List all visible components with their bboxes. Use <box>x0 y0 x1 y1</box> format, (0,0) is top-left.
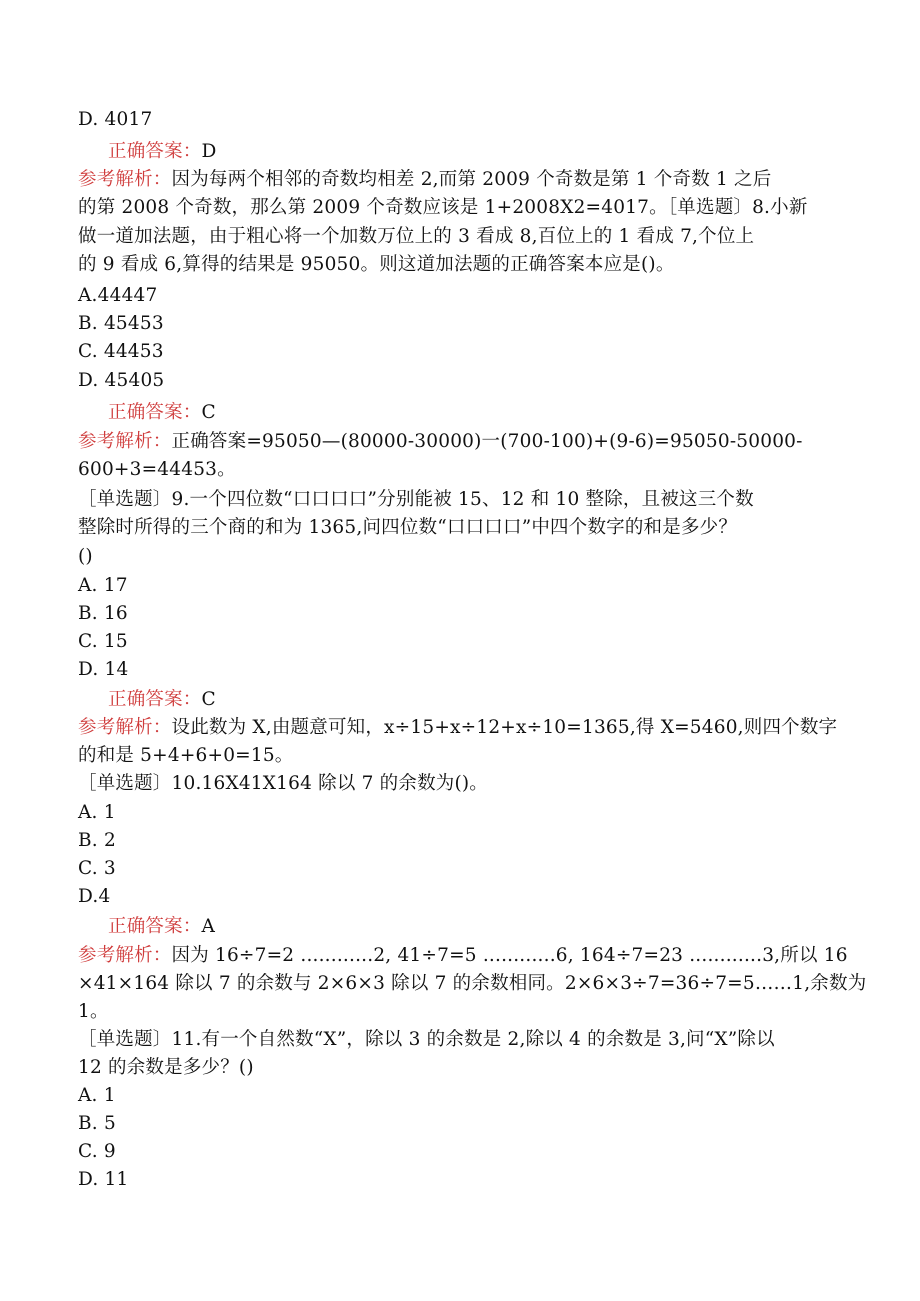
q8-option-b: B. 45453 <box>78 313 164 334</box>
q9-analysis-line-1 <box>78 716 837 740</box>
q8-answer <box>108 401 216 425</box>
q10-analysis-line-1 <box>78 944 848 968</box>
analysis-text: 设此数为 X,由题意可知，x÷15+x÷12+x÷10=1365,得 X=5460,则四个数字 <box>171 717 838 738</box>
answer-value: C <box>201 402 216 423</box>
q7-analysis-line-3: 做一道加法题，由于粗心将一个加数万位上的 3 看成 8,百位上的 1 看成 7,个位上 <box>78 226 755 247</box>
q11-option-a: A. 1 <box>78 1085 116 1106</box>
q10-option-c: C. 3 <box>78 858 116 879</box>
q9-option-a: A. 17 <box>78 575 128 596</box>
q8-option-a: A.44447 <box>78 285 158 306</box>
q11-option-b: B. 5 <box>78 1113 116 1134</box>
q10-analysis-line-2: ×41×164 除以 7 的余数与 2×6×3 除以 7 的余数相同。2×6×3÷7=36÷7=5……1,余数为 <box>78 973 867 994</box>
q11-question-line-2: 12 的余数是多少？() <box>78 1057 254 1078</box>
analysis-label: 参考解析： <box>78 717 172 738</box>
q8-option-c: C. 44453 <box>78 341 164 362</box>
q7-option-d: D. 4017 <box>78 109 153 130</box>
analysis-label: 参考解析： <box>78 945 172 966</box>
q9-question-line-1: ［单选题〕9.一个四位数“口口口口”分别能被 15、12 和 10 整除，且被这三个数 <box>78 489 754 510</box>
q8-option-d: D. 45405 <box>78 370 165 391</box>
analysis-text: 正确答案=95050—(80000-30000)一(700-100)+(9-6)=95050-50000- <box>171 431 803 452</box>
answer-label: 正确答案： <box>108 916 202 937</box>
answer-value: D <box>201 141 217 162</box>
q9-analysis-line-2: 的和是 5+4+6+0=15。 <box>78 745 294 766</box>
analysis-text: 因为 16÷7=2 ............2, 41÷7=5 ............6, 164÷7=23 ............3,所以 16 <box>171 945 848 966</box>
q7-analysis-line-1 <box>78 168 771 192</box>
analysis-text: 因为每两个相邻的奇数均相差 2,而第 2009 个奇数是第 1 个奇数 1 之后 <box>171 169 772 190</box>
q9-question-line-2: 整除时所得的三个商的和为 1365,问四位数“口口口口”中四个数字的和是多少？ <box>78 517 738 538</box>
q10-analysis-line-3: 1。 <box>78 1001 109 1022</box>
q10-option-a: A. 1 <box>78 802 116 823</box>
answer-label: 正确答案： <box>108 689 202 710</box>
analysis-label: 参考解析： <box>78 169 172 190</box>
q9-answer <box>108 688 216 712</box>
q11-option-c: C. 9 <box>78 1141 116 1162</box>
q7-analysis-line-4: 的 9 看成 6,算得的结果是 95050。则这道加法题的正确答案本应是()。 <box>78 254 675 275</box>
q10-answer <box>108 915 215 939</box>
q7-answer <box>108 140 217 164</box>
q7-analysis-line-2: 的第 2008 个奇数，那么第 2009 个奇数应该是 1+2008X2=4017。［单选题〕8.小新 <box>78 197 808 218</box>
q10-option-d: D.4 <box>78 886 111 907</box>
q10-option-b: B. 2 <box>78 830 116 851</box>
q9-option-d: D. 14 <box>78 659 129 680</box>
q11-option-d: D. 11 <box>78 1169 129 1190</box>
q8-analysis-line-2: 600+3=44453。 <box>78 459 236 480</box>
q9-option-c: C. 15 <box>78 631 128 652</box>
q9-option-b: B. 16 <box>78 603 128 624</box>
answer-label: 正确答案： <box>108 402 202 423</box>
analysis-label: 参考解析： <box>78 431 172 452</box>
q9-question-line-3: () <box>78 546 93 567</box>
q11-question-line-1: ［单选题〕11.有一个自然数“X”，除以 3 的余数是 2,除以 4 的余数是 3,问“X”除以 <box>78 1029 775 1050</box>
q8-analysis-line-1 <box>78 430 803 454</box>
answer-value: A <box>201 916 216 937</box>
q10-question: ［单选题〕10.16X41X164 除以 7 的余数为()。 <box>78 773 489 794</box>
answer-value: C <box>201 689 216 710</box>
answer-label: 正确答案： <box>108 141 202 162</box>
